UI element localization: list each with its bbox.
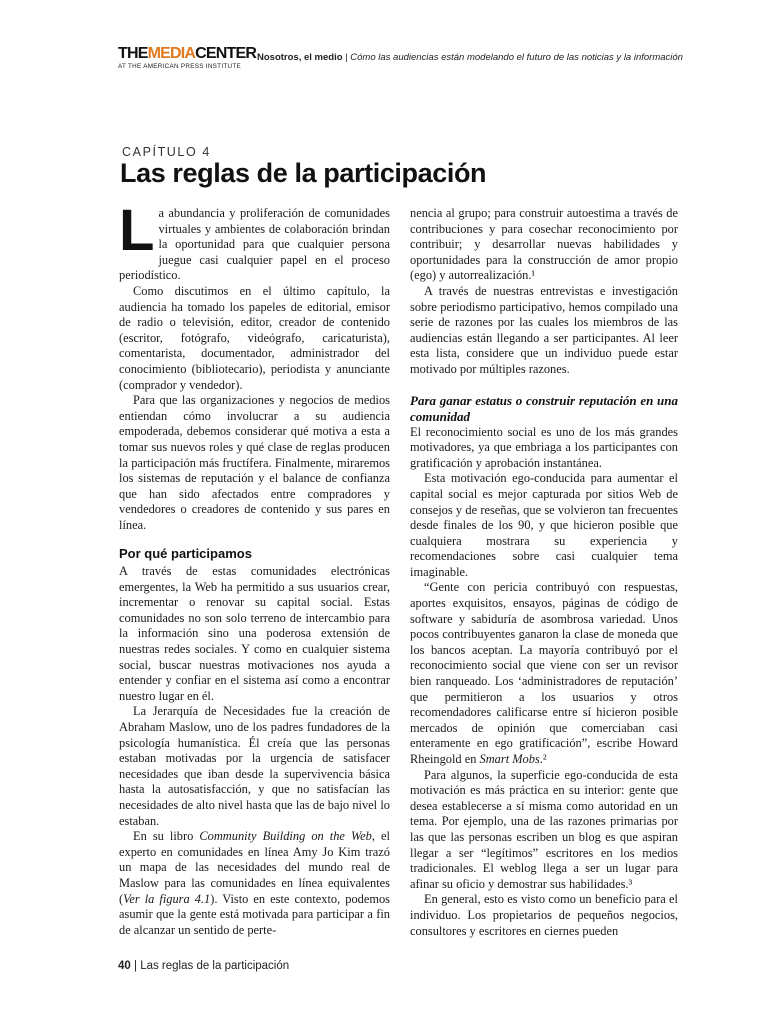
paragraph: En su libro Community Building on the Web, el experto en comunidades en línea Amy Jo Kim trazó un mapa de las necesidades del mundo real de Maslow para las comunidades en línea equivalentes (Ver la figura 4.1). Visto en este contexto, podemos asumir que la gente está motivada para participar a fin de alcanzar un sentido de perte- <box>119 829 391 937</box>
page-header <box>118 44 738 74</box>
right-column <box>410 206 678 939</box>
book-title: Nosotros, el medio <box>257 52 343 63</box>
section-heading: Para ganar estatus o construir reputación en una comunidad <box>410 392 678 424</box>
paragraph: El reconocimiento social es uno de los más grandes motivadores, ya que embriaga a los participantes con gratificación y aprobación instantánea. <box>410 424 678 470</box>
book-reference: Community Building on the Web <box>199 829 372 844</box>
paragraph: Esta motivación ego-conducida para aumentar el capital social es mejor capturada por sitios Web de consejos y de reseñas, que se volvieron tan frecuentes desde finales de los 90, y que hicieron posible que cualquiera mostrara su experiencia y recomendaciones sobre casi cualquier tema imaginable. <box>410 471 678 579</box>
paragraph: La abundancia y proliferación de comunidades virtuales y ambientes de colaboración brindan la oportunidad para que cualquier persona juegue casi cualquier papel en el proceso periodístico. <box>119 198 390 283</box>
book-reference: Smart Mobs <box>479 752 540 766</box>
chapter-label: CAPÍTULO 4 <box>122 145 211 159</box>
paragraph: Para que las organizaciones y negocios de medios entiendan cómo involucrar a su audiencia empoderada, debemos considerar qué motiva a esta a tomar sus nuevos roles y qué clase de reglas producen la participación más fructífera. Finalmente, miraremos los sistemas de reputación y el balance de confianza que han sido afectados entre compradores y vendedores o creadores de contenido y sus pares en línea. <box>119 393 390 532</box>
left-column <box>119 198 391 938</box>
paragraph: nencia al grupo; para construir autoestima a través de contribuciones y para cosechar reconocimiento por contribuir; y desarrollar nuevas habilidades y oportunidades para la construcción de amor propio (ego) y autorrealización.¹ <box>410 206 678 283</box>
drop-cap: L <box>119 198 155 263</box>
page-number: 40 <box>118 960 131 972</box>
paragraph: La Jerarquía de Necesidades fue la creación de Abraham Maslow, uno de los padres fundadores de la psicología humanística. Él creía que las personas estaban motivadas por la urgencia de satisfacer necesidades que iban desde la supervivencia básica hasta la autosatisfacción, y que no satisfacían las necesidades de alto nivel hasta que las de bajo nivel lo estaban. <box>119 704 390 828</box>
paragraph: Como discutimos en el último capítulo, la audiencia ha tomado los papeles de editorial, emisor de radio o televisión, editor, creador de contenido (escritor, fotógrafo, videógrafo, caricaturista), comentarista, documentador, administrador del conocimiento (bibliotecario), periodista y anunciante (comprador y vendedor). <box>119 283 390 392</box>
media-center-logo <box>118 45 257 74</box>
chapter-title: Las reglas de la participación <box>120 158 487 188</box>
paragraph: Para algunos, la superficie ego-conducida de esta motivación es más práctica en su interior: gente que desea establecerse a sí misma como autoridad en un tema. Por ejemplo, una de las razones primarias por las que las personas escriben un blog es que aspiran llegar a ser “legítimos” escritores en los medios tradicionales. El weblog llega a ser un lugar para afinar su oficio y demostrar sus habilidades.³ <box>410 767 678 891</box>
logo-subtitle: AT THE AMERICAN PRESS INSTITUTE <box>118 63 242 70</box>
running-header: Nosotros, el medio | Cómo las audiencias están modelando el futuro de las noticias y la información <box>257 52 683 63</box>
paragraph: En general, esto es visto como un beneficio para el individuo. Los propietarios de pequeños negocios, consultores y escritores en ciernes pueden <box>410 892 678 938</box>
paragraph: A través de nuestras entrevistas e investigación sobre periodismo participativo, hemos compilado una serie de razones por las cuales los miembros de las audiencias están llegando a ser participantes. Al leer esta lista, considere que un individuo puede estar motivado por múltiples razones. <box>410 283 678 376</box>
logo-wordmark: THEMEDIACENTER <box>118 45 257 62</box>
footer-chapter-title: Las reglas de la participación <box>140 960 290 972</box>
paragraph: A través de estas comunidades electrónicas emergentes, la Web ha permitido a sus usuarios crear, incrementar o renovar su capital social. Estas comunidades no son solo terreno de intercambio para la información sino una poderosa extensión de nuestras redes sociales. Y como en cualquier sistema social, buscar nuestras motivaciones nos ayuda a entender y confiar en el sistema así como a encontrar nuestro lugar en él. <box>119 564 390 703</box>
book-subtitle: Cómo las audiencias están modelando el futuro de las noticias y la información <box>350 52 683 63</box>
paragraph: “Gente con pericia contribuyó con respuestas, aportes exquisitos, ensayos, páginas de código de software y sabiduría de asombrosa variedad. Unos pocos contribuyentes ganaron la clase de moneda que los bancos aceptan. La mayoría contribuyó por el reconocimiento social que viene con ser un revisor bien ranqueado. Los ‘administradores de reputación’ que permitieron a los usuarios y otros recomendadores calificarse entre sí hicieron posible mercados de opinión que comerciaban casi enteramente en ego gratificación”, escribe Howard Rheingold en Smart Mobs.² <box>410 580 678 766</box>
page-footer: 40 | Las reglas de la participación <box>118 960 290 972</box>
section-heading: Por qué participamos <box>119 546 252 562</box>
figure-reference: Ver la figura 4.1 <box>123 891 211 906</box>
